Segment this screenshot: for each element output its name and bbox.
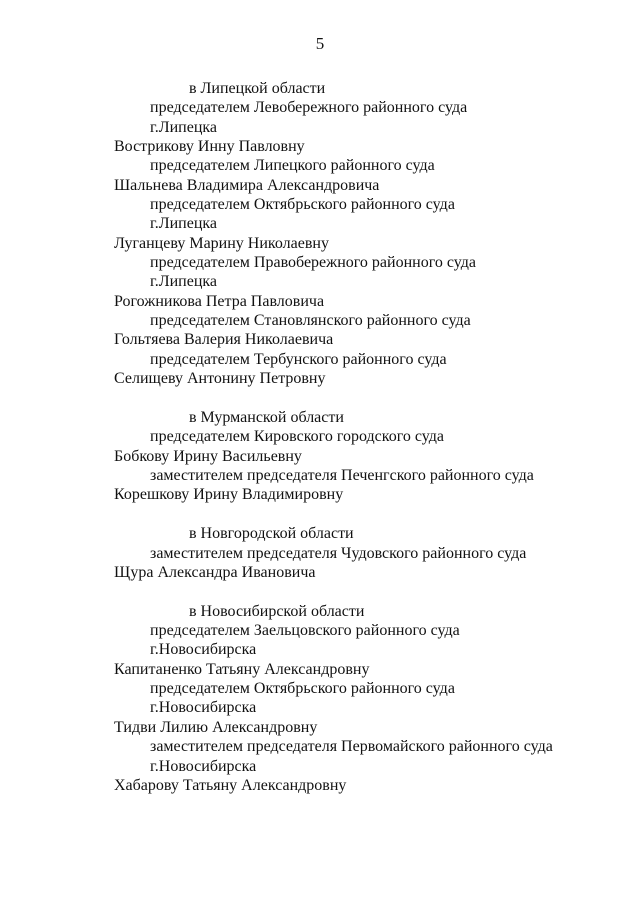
- position-text: г.Липецка: [150, 118, 218, 136]
- appointee-name: Бобкову Ирину Васильевну: [114, 447, 302, 465]
- appointee-name: Тидви Лилию Александровну: [114, 718, 318, 736]
- region-section: [0, 408, 640, 505]
- appointee-name: Хабарову Татьяну Александровну: [114, 776, 347, 794]
- position-text: г.Липецка: [150, 215, 218, 233]
- appointee-name: Щура Александра Ивановича: [114, 563, 316, 581]
- appointment-list: [0, 79, 640, 795]
- region-section: [0, 79, 640, 389]
- region-section: [0, 524, 640, 582]
- page-number: 5: [315, 34, 325, 53]
- region-heading: в Новгородской области: [189, 525, 354, 543]
- position-text: заместителем председателя Печенгского районного суда: [150, 467, 534, 485]
- appointee-name: Шальнева Владимира Александровича: [114, 176, 380, 194]
- position-text: председателем Заельцовского районного суда: [150, 622, 460, 640]
- appointee-name: Рогожникова Петра Павловича: [114, 292, 325, 310]
- position-text: г.Новосибирска: [150, 641, 257, 659]
- position-text: председателем Кировского городского суда: [150, 428, 445, 446]
- region-heading: в Липецкой области: [189, 80, 326, 97]
- position-text: председателем Правобережного районного суда: [150, 254, 477, 272]
- position-text: председателем Становлянского районного суда: [150, 312, 471, 330]
- appointee-name: Гольтяева Валерия Николаевича: [114, 331, 334, 349]
- position-text: заместителем председателя Первомайского районного суда: [150, 738, 553, 756]
- region-heading: в Мурманской области: [189, 409, 344, 426]
- position-text: председателем Тербунского районного суда: [150, 350, 447, 368]
- region-heading: в Новосибирской области: [189, 602, 365, 620]
- position-text: г.Липецка: [150, 273, 218, 291]
- appointee-name: Корешкову Ирину Владимировну: [114, 486, 344, 504]
- position-text: председателем Октябрьского районного суда: [150, 680, 455, 698]
- position-text: заместителем председателя Чудовского районного суда: [150, 544, 527, 562]
- region-section: [0, 602, 640, 795]
- position-text: г.Новосибирска: [150, 699, 257, 717]
- position-text: председателем Левобережного районного суда: [150, 99, 468, 117]
- position-text: председателем Липецкого районного суда: [150, 157, 435, 175]
- appointee-name: Вострикову Инну Павловну: [114, 138, 305, 156]
- position-text: председателем Октябрьского районного суда: [150, 196, 455, 214]
- appointee-name: Селищеву Антонину Петровну: [114, 370, 326, 388]
- appointee-name: Капитаненко Татьяну Александровну: [114, 660, 370, 678]
- appointee-name: Луганцеву Марину Николаевну: [114, 234, 329, 252]
- position-text: г.Новосибирска: [150, 757, 257, 775]
